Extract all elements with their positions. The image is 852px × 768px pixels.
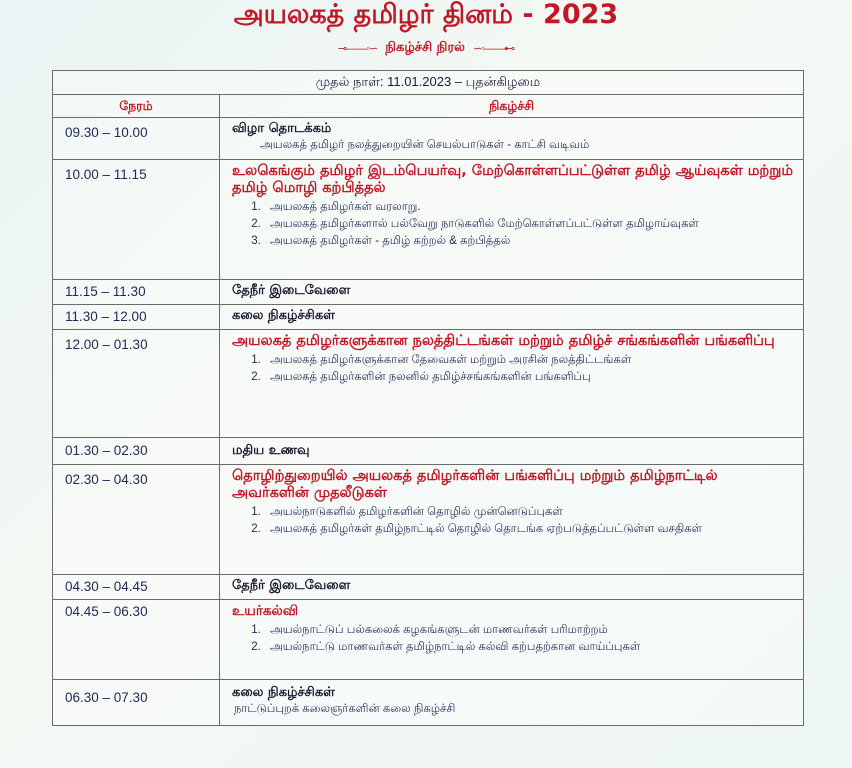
event-list <box>232 352 795 386</box>
time-cell: 04.45 – 06.30 <box>53 600 220 680</box>
event-cell <box>220 330 804 438</box>
table-row <box>53 305 804 330</box>
event-cell <box>220 305 804 330</box>
column-header-event: நிகழ்ச்சி <box>220 95 804 118</box>
list-item: 2. அயலகத் தமிழர்கள் தமிழ்நாட்டில் தொழில் தொடங்க ஏற்படுத்தப்பட்டுள்ள வசதிகள் <box>264 521 795 538</box>
event-cell <box>220 118 804 160</box>
time-cell: 02.30 – 04.30 <box>53 465 220 575</box>
event-cell <box>220 600 804 680</box>
event-title: உலகெங்கும் தமிழர் இடம்பெயர்வு, மேற்கொள்ளப்பட்டுள்ள தமிழ் ஆய்வுகள் மற்றும் தமிழ் மொழி கற்பித்தல் <box>232 163 794 196</box>
event-title: தேநீர் இடைவேளை <box>232 578 351 593</box>
table-row <box>53 438 804 465</box>
list-item: 1. அயல்நாடுகளில் தமிழர்களின் தொழில் முன்னெடுப்புகள் <box>264 504 795 521</box>
event-title: அயலகத் தமிழர்களுக்கான நலத்திட்டங்கள் மற்றும் தமிழ்ச் சங்கங்களின் பங்களிப்பு <box>232 333 775 349</box>
table-row <box>53 280 804 305</box>
event-title: மதிய உணவு <box>232 443 310 458</box>
page-title: அயலகத் தமிழர் தினம் - 2023 <box>233 0 619 30</box>
list-item: 1. அயல்நாட்டுப் பல்கலைக் கழகங்களுடன் மாணவர்கள் பரிமாற்றம் <box>264 622 795 639</box>
time-cell: 01.30 – 02.30 <box>53 438 220 465</box>
column-header-row <box>53 95 804 118</box>
subtitle: நிகழ்ச்சி நிரல் <box>385 40 465 55</box>
table-row <box>53 680 804 726</box>
time-cell: 04.30 – 04.45 <box>53 575 220 600</box>
event-cell <box>220 438 804 465</box>
event-title: கலை நிகழ்ச்சிகள் <box>232 308 335 323</box>
table-row <box>53 330 804 438</box>
list-item: 2. அயலகத் தமிழர்களால் பல்வேறு நாடுகளில் மேற்கொள்ளப்பட்டுள்ள தமிழாய்வுகள் <box>264 216 795 233</box>
time-cell: 11.15 – 11.30 <box>53 280 220 305</box>
event-cell <box>220 280 804 305</box>
list-item: 1. அயலகத் தமிழர்கள் வரலாறு. <box>264 199 795 216</box>
table-row <box>53 600 804 680</box>
event-title: உயர்கல்வி <box>232 603 299 619</box>
event-cell <box>220 575 804 600</box>
time-cell: 06.30 – 07.30 <box>53 680 220 726</box>
table-row <box>53 160 804 280</box>
list-item: 1. அயலகத் தமிழர்களுக்கான தேவைகள் மற்றும் அரசின் நலத்திட்டங்கள் <box>264 352 795 369</box>
day-heading: முதல் நாள்: 11.01.2023 – புதன்கிழமை <box>53 71 804 95</box>
time-cell: 11.30 – 12.00 <box>53 305 220 330</box>
ornament-left-icon: ⊸——◦∽ <box>337 42 378 55</box>
event-list <box>232 504 795 538</box>
schedule-table <box>52 70 804 726</box>
event-title: விழா தொடக்கம் <box>232 121 332 136</box>
list-item: 3. அயலகத் தமிழர்கள் - தமிழ் கற்றல் & கற்பித்தல் <box>264 233 795 250</box>
event-cell <box>220 465 804 575</box>
event-list <box>232 622 795 656</box>
list-item: 2. அயலகத் தமிழர்களின் நலனில் தமிழ்ச்சங்கங்களின் பங்களிப்பு <box>264 369 795 386</box>
column-header-time: நேரம் <box>53 95 220 118</box>
subtitle-bar <box>0 38 852 58</box>
event-description: அயலகத் தமிழர் நலத்துறையின் செயல்பாடுகள் - காட்சி வடிவம் <box>260 139 590 151</box>
event-title: தொழிற்துறையில் அயலகத் தமிழர்களின் பங்களிப்பு மற்றும் தமிழ்நாட்டில் அவர்களின் முதலீடுகள் <box>232 468 718 501</box>
event-cell <box>220 680 804 726</box>
event-cell <box>220 160 804 280</box>
list-item: 2. அயல்நாட்டு மாணவர்கள் தமிழ்நாட்டில் கல்வி கற்பதற்கான வாய்ப்புகள் <box>264 639 795 656</box>
table-row <box>53 118 804 160</box>
event-title: தேநீர் இடைவேளை <box>232 283 351 298</box>
event-title: கலை நிகழ்ச்சிகள் <box>232 685 335 700</box>
event-list <box>232 199 795 250</box>
table-row <box>53 465 804 575</box>
day-heading-row <box>53 71 804 95</box>
time-cell: 10.00 – 11.15 <box>53 160 220 280</box>
table-row <box>53 575 804 600</box>
time-cell: 12.00 – 01.30 <box>53 330 220 438</box>
event-description: நாட்டுப்புறக் கலைஞர்களின் கலை நிகழ்ச்சி <box>234 703 456 715</box>
ornament-right-icon: ∽◦——⊷ <box>472 42 515 55</box>
time-cell: 09.30 – 10.00 <box>53 118 220 160</box>
